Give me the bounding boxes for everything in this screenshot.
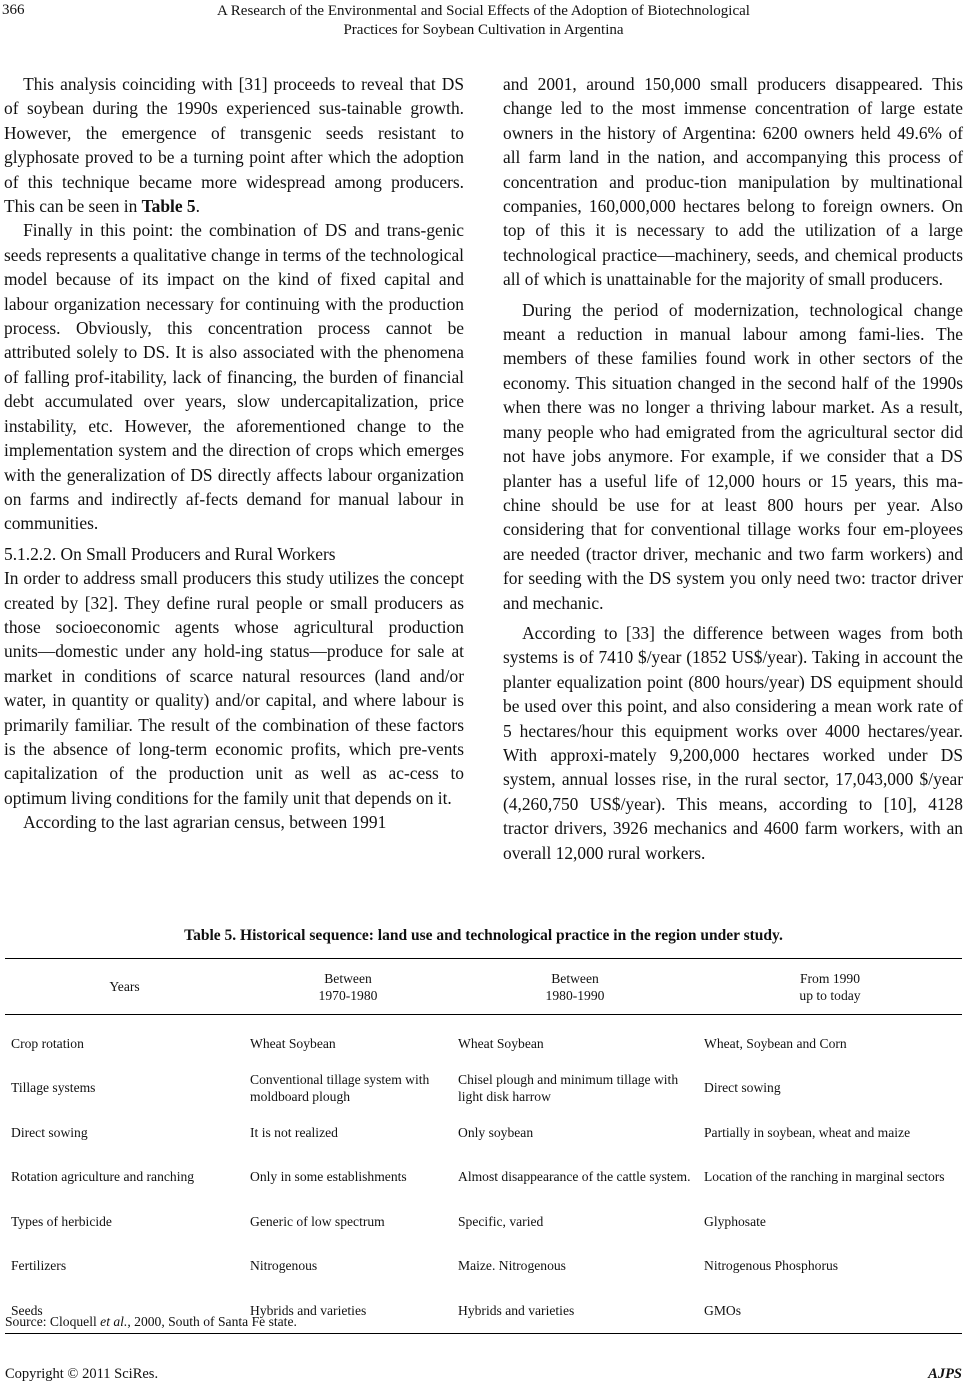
header-cell: Between 1970-1980	[318, 970, 378, 1003]
row-label: Seeds	[11, 1302, 43, 1318]
row-label: Fertilizers	[11, 1258, 67, 1274]
historical-sequence-table	[5, 958, 962, 1334]
table-cell: Maize. Nitrogenous	[458, 1258, 566, 1274]
paragraph: This analysis coinciding with [31] proceeds to reveal that DS of soybean during the 1990s experienced sus-tainable growth. However, the emergence of transgenic seeds resistant to glyphosate proved to be a turning point after which the adoption of this technique became more widespread among producers. This can be seen in Table 5.	[4, 74, 464, 217]
table-cell: It is not realized	[250, 1124, 338, 1140]
table-cell: Nitrogenous Phosphorus	[704, 1258, 839, 1274]
journal-abbreviation: AJPS	[928, 1366, 962, 1382]
table-cell: Wheat, Soybean and Corn	[704, 1035, 847, 1051]
table-cell: Hybrids and varieties	[458, 1302, 575, 1318]
table-cell: Only soybean	[458, 1124, 534, 1140]
paragraph: During the period of modernization, technological change meant a reduction in manual labour among fami-lies. The members of these families found work in other sectors of the economy. This situation changed in the second half of the 1990s when there was no longer a thriving labour market. As a result, many people who had emigrated from the agricultural sector did not have jobs anymore. For example, if we consider that a DS planter has a useful life of 12,000 hours or 15 years, this ma-chine should be use for at least 800 hours per year. Also considering that for conventional tillage works four em-ployees are needed (tractor driver, mechanic and two farm workers) and for seeding with the DS system you only need two: tractor driver and mechanic.	[503, 299, 963, 613]
table-reference: Table 5	[141, 196, 196, 217]
table-caption: Table 5. Historical sequence: land use and technological practice in the region under study.	[184, 927, 783, 944]
table-cell: Almost disappearance of the cattle system.	[458, 1169, 691, 1185]
table-row	[5, 1199, 962, 1244]
row-label: Types of herbicide	[11, 1213, 112, 1229]
page-header	[0, 0, 967, 44]
header-cell: From 1990 up to today	[799, 970, 861, 1003]
table-cell: GMOs	[704, 1302, 742, 1318]
table-cell: Wheat Soybean	[458, 1035, 544, 1051]
table-cell: Partially in soybean, wheat and maize	[704, 1124, 911, 1140]
left-column	[4, 72, 464, 835]
table-source-note: Source: Cloquell et al., 2000, South of Santa Fe state.	[5, 1314, 297, 1329]
paragraph: and 2001, around 150,000 small producers disappeared. This change led to the most immense concentration of large estate owners in the history of Argentina: 6200 owners held 49.6% of all farm land in the nation, and accompanying this process of concentration and produc-tion manipulation by multinational companies, 160,000,000 hectares belong to foreign owners. On top of this it is necessary to add the utilization of a large technological practice―machinery, seeds, and chemical products all of which is unattainable for the majority of small producers.	[503, 74, 963, 290]
paragraph: According to the last agrarian census, between 1991	[23, 812, 387, 833]
table-cell: Nitrogenous	[250, 1258, 318, 1274]
table-cell: Generic of low spectrum	[250, 1213, 385, 1229]
page-number: 366	[2, 2, 25, 18]
table-cell: Chisel plough and minimum tillage with light disk harrow	[458, 1071, 679, 1104]
paragraph: Finally in this point: the combination of DS and trans-genic seeds represents a qualitative change in terms of the technological model because of its impact on the kind of fixed capital and labour organization necessary for continuing with the production process. Obviously, this concentration process cannot be attributed solely to DS. It is also associated with the phenomena of falling prof-itability, lack of financing, the burden of financial debt accumulated over years, slow undercapitalization, price instability, etc. However, the aforementioned change to the implementation system and the direction of crops which emerges with the generalization of DS directly affects labour organization on farms and indirectly af-fects demand for manual labour in communities.	[4, 220, 464, 534]
table-cell: Direct sowing	[704, 1080, 781, 1096]
table-cell: Location of the ranching in marginal sectors	[704, 1169, 945, 1185]
running-title	[0, 2, 967, 40]
table-cell: Glyphosate	[704, 1213, 766, 1229]
section-heading: 5.1.2.2. On Small Producers and Rural Workers	[4, 543, 336, 564]
copyright-notice: Copyright © 2011 SciRes.	[5, 1366, 159, 1382]
running-title-line-2: Practices for Soybean Cultivation in Argentina	[343, 22, 624, 38]
right-column	[503, 72, 963, 865]
row-label: Tillage systems	[11, 1080, 96, 1096]
row-label: Crop rotation	[11, 1035, 84, 1051]
row-label: Direct sowing	[11, 1124, 88, 1140]
paragraph: In order to address small producers this study utilizes the concept created by [32]. They define rural people or small producers as those socioeconomic agents whose agricultural production units―domestic under any hold-ing status―produce for sale at market in conditions of scarce natural resources (land and/or water, in quantity or quality) and/or capital, and where labour is primarily familiar. The result of the combination of these factors is the absence of long-term economic profits, which pre-vents capitalization of the production unit as well as ac-cess to optimum living conditions for the family unit that depends on it.	[4, 568, 464, 808]
table-header-row	[5, 959, 962, 1015]
table-row	[5, 1155, 962, 1200]
table-row	[5, 1015, 962, 1066]
running-title-line-1: A Research of the Environmental and Social Effects of the Adoption of Biotechnological	[217, 3, 750, 19]
page-footer	[5, 1366, 962, 1383]
table-cell: Conventional tillage system with moldboard plough	[250, 1071, 430, 1104]
header-cell: Between 1980-1990	[545, 970, 605, 1003]
row-label: Rotation agriculture and ranching	[11, 1169, 195, 1185]
paragraph: According to [33] the difference between wages from both systems is of 7410 $/year (1852 US$/year). Taking in account the planter equalization point (800 hours/year) DS equipment should be used over this point, and also considering a mean work rate of 5 hectares/hour this equipment works over 4000 hectares/year. With approxi-mately 9,200,000 hectares worked under DS system, annual losses rise, in the rural sector, 17,043,000 $/year (4,260,750 US$/year). This means, according to [10], 4128 tractor drivers, 3926 mechanics and 4600 farm workers, with an overall 12,000 rural workers.	[503, 622, 963, 863]
table-row	[5, 1110, 962, 1155]
table-cell: Hybrids and varieties	[250, 1302, 367, 1318]
header-cell: Years	[109, 979, 140, 994]
table-cell: Specific, varied	[458, 1213, 544, 1229]
table-cell: Wheat Soybean	[250, 1035, 336, 1051]
table-row	[5, 1066, 962, 1111]
table-cell: Only in some establishments	[250, 1169, 407, 1185]
table-row	[5, 1244, 962, 1289]
